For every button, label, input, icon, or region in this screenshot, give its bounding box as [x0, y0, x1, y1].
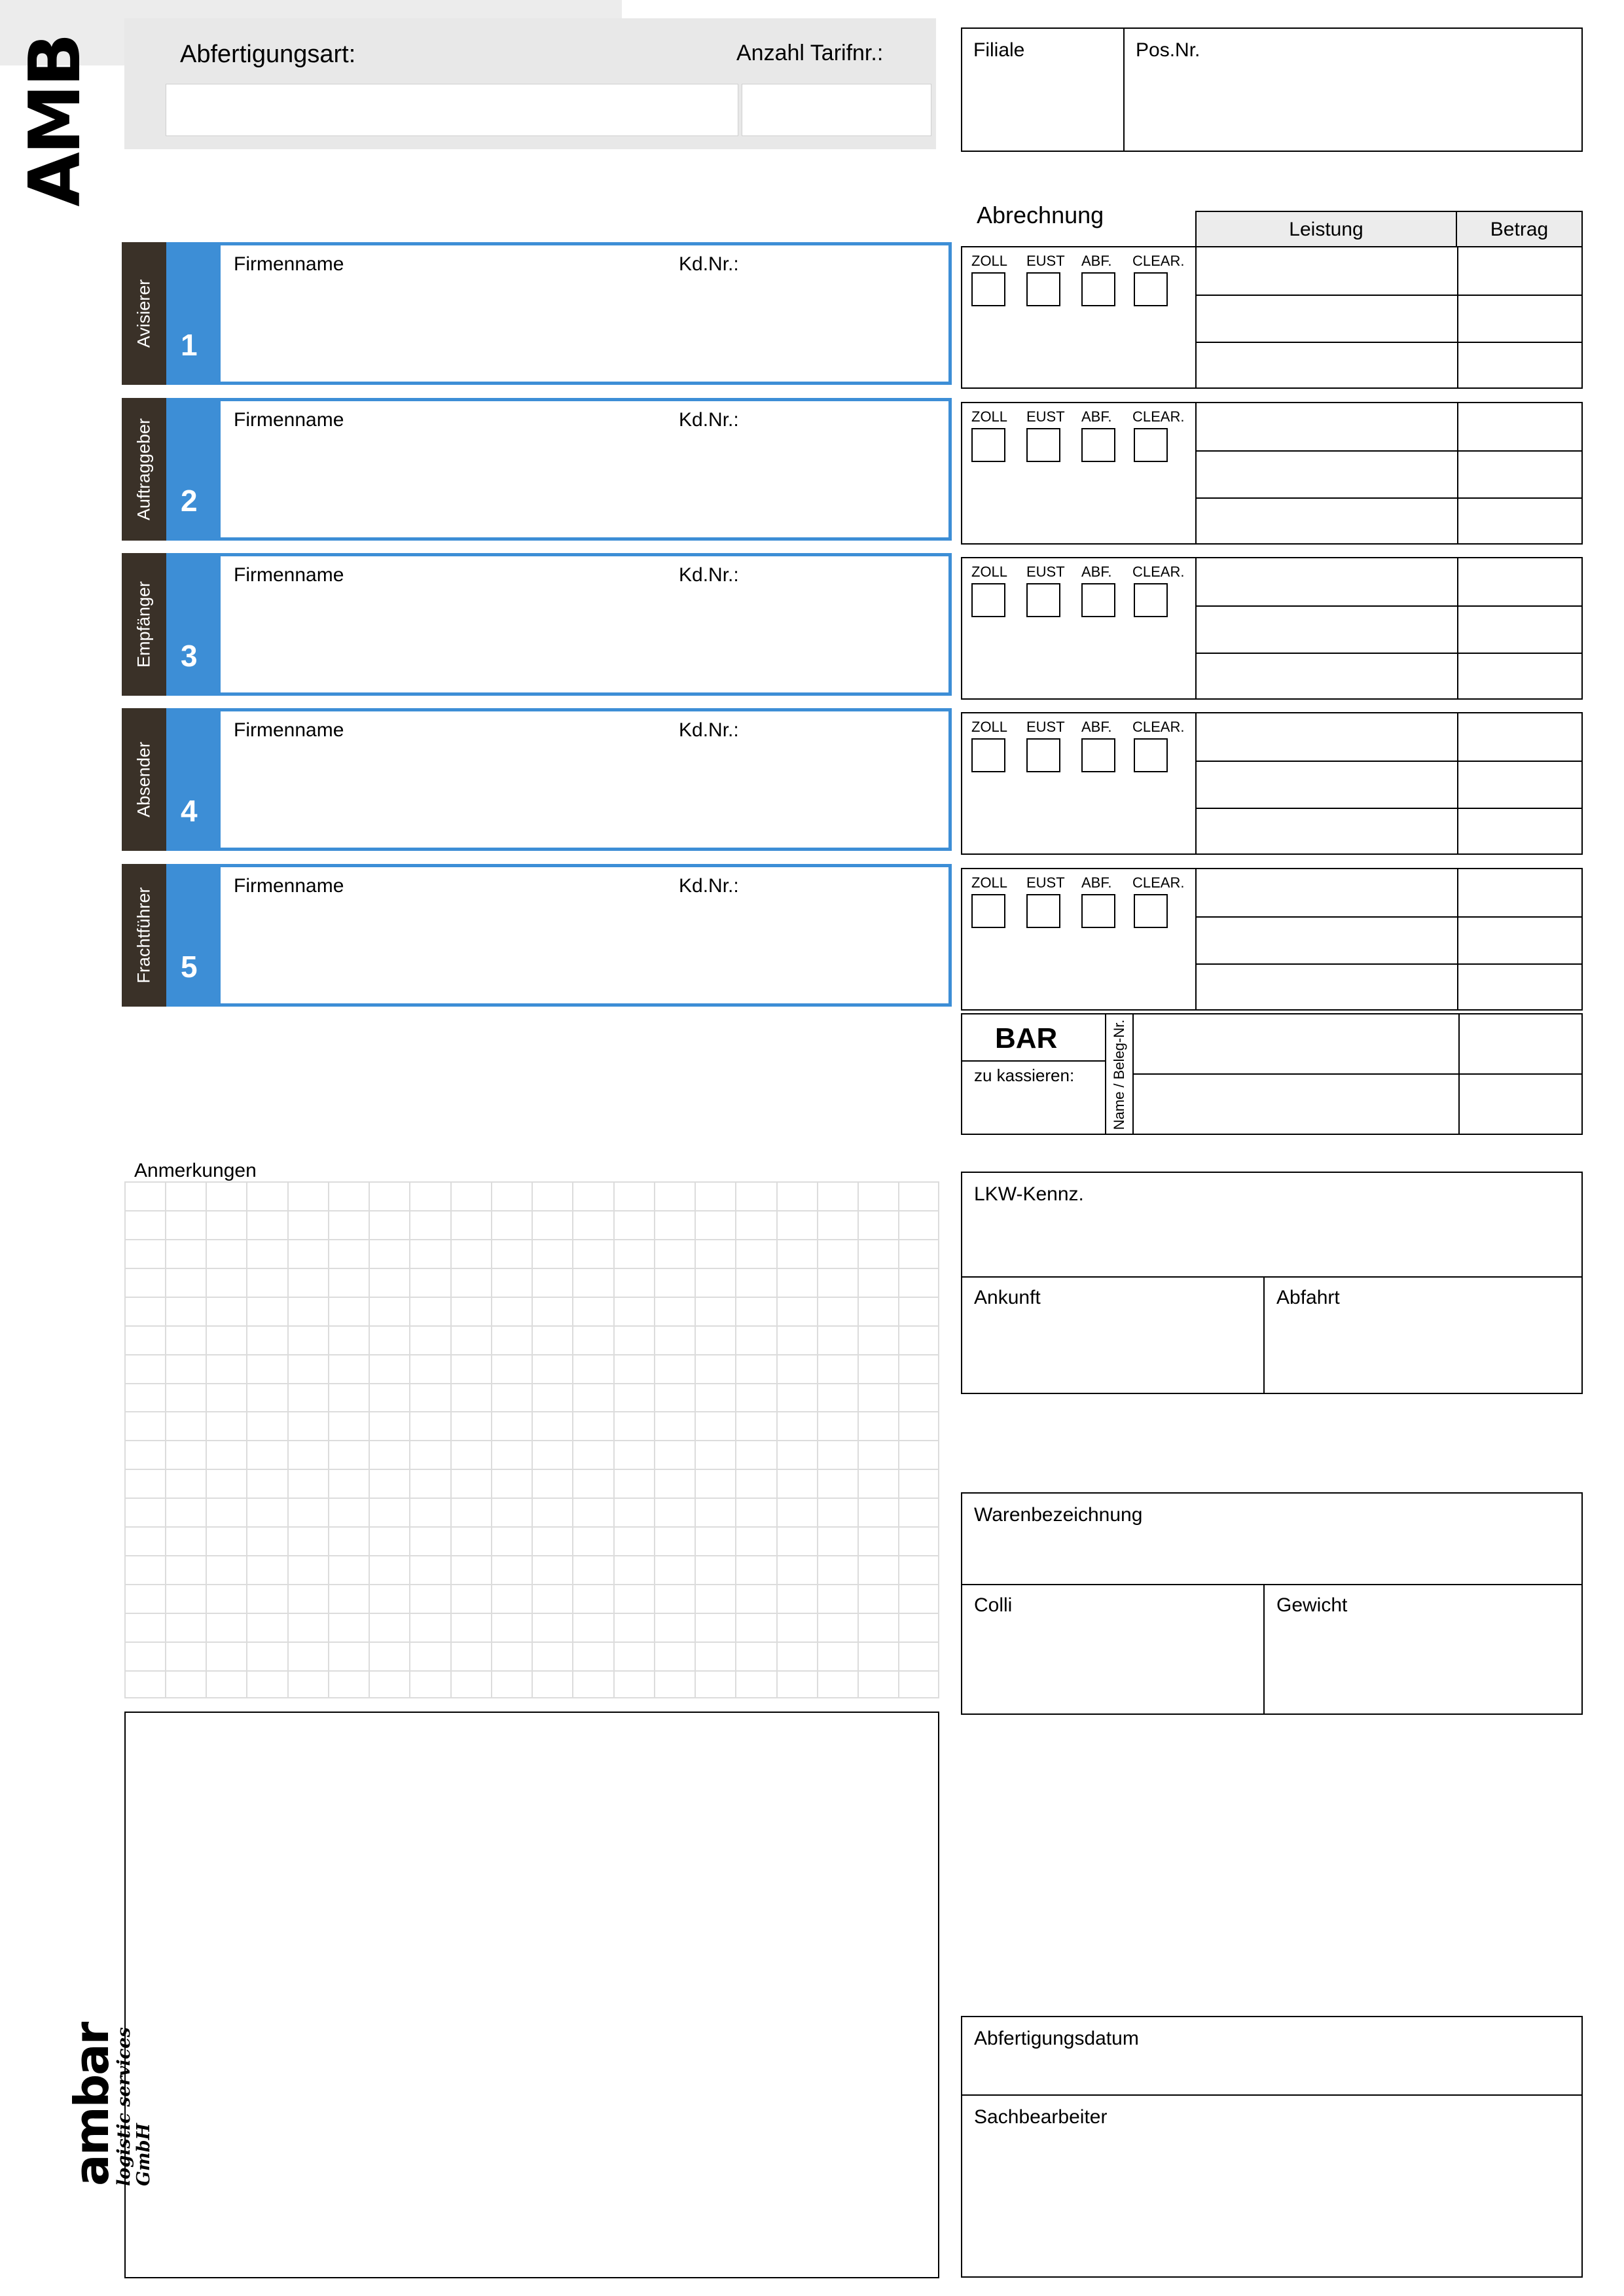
chk-label-clear-2: CLEAR.: [1132, 408, 1185, 425]
datum-divider: [961, 2094, 1583, 2096]
chk-label-abf-5: ABF.: [1081, 874, 1112, 891]
posnr-label: Pos.Nr.: [1136, 39, 1200, 61]
chk-label-zoll-2: ZOLL: [971, 408, 1008, 425]
betrag-divider-5a: [1458, 916, 1583, 918]
abrechnung-row-3: [961, 557, 1583, 700]
ankunft-input[interactable]: [962, 1309, 1262, 1393]
leistung-divider-2b: [1197, 497, 1457, 499]
bar-name-beleg-label: [1106, 1018, 1132, 1131]
leistung-divider-4a: [1197, 761, 1457, 762]
abfahrt-input[interactable]: [1265, 1309, 1581, 1393]
ambar-tagline: logistic services GmbH: [114, 2027, 154, 2186]
leistung-divider-3a: [1197, 605, 1457, 607]
sachbearbeiter-input[interactable]: [962, 2127, 1581, 2276]
abfertigungsart-input[interactable]: [166, 84, 738, 136]
kdnr-label-3: Kd.Nr.:: [679, 564, 739, 586]
checkbox-clear-1[interactable]: [1134, 272, 1168, 306]
leistung-divider-2a: [1197, 450, 1457, 452]
chk-label-abf-2: ABF.: [1081, 408, 1112, 425]
abrechnung-col-betrag: [1456, 211, 1583, 247]
ankunft-label: Ankunft: [974, 1287, 1041, 1308]
betrag-col-1[interactable]: [1458, 247, 1583, 387]
ambar-footer-logo: [64, 2016, 154, 2186]
checkbox-abf-1[interactable]: [1081, 272, 1115, 306]
chk-label-zoll-1: ZOLL: [971, 253, 1008, 269]
firmenname-label-4: Firmenname: [234, 719, 344, 741]
chk-label-eust-2: EUST: [1026, 408, 1065, 425]
bar-vline-amount: [1458, 1014, 1460, 1135]
party-role-5: Frachtführer: [134, 887, 154, 984]
leistung-col-1[interactable]: [1197, 247, 1458, 387]
betrag-col-3[interactable]: [1458, 558, 1583, 698]
anzahl-tarifnr-label: Anzahl Tarifnr.:: [736, 41, 884, 65]
chk-label-abf-3: ABF.: [1081, 564, 1112, 580]
abrechnung-checkbox-area-1: [962, 247, 1197, 387]
kdnr-label-4: Kd.Nr.:: [679, 719, 739, 741]
betrag-divider-5b: [1458, 963, 1583, 965]
chk-label-zoll-5: ZOLL: [971, 874, 1008, 891]
abrechnung-checkbox-area-2: [962, 403, 1197, 543]
party-number-5: [166, 864, 217, 1007]
colli-label: Colli: [974, 1594, 1013, 1616]
betrag-header-text: Betrag: [1490, 219, 1549, 240]
leistung-col-2[interactable]: [1197, 403, 1458, 543]
leistung-header-text: Leistung: [1289, 219, 1363, 240]
chk-label-eust-3: EUST: [1026, 564, 1065, 580]
abrechnung-row-4: [961, 712, 1583, 855]
party-tab-4: [122, 708, 166, 851]
leistung-col-4[interactable]: [1197, 713, 1458, 853]
party-tab-2: [122, 398, 166, 541]
checkbox-zoll-3[interactable]: [971, 583, 1005, 617]
leistung-divider-1a: [1197, 295, 1457, 296]
abrechnung-checkbox-area-3: [962, 558, 1197, 698]
bar-divider: [962, 1060, 1105, 1062]
kdnr-label-5: Kd.Nr.:: [679, 875, 739, 897]
betrag-divider-1b: [1458, 342, 1583, 343]
firmenname-label-3: Firmenname: [234, 564, 344, 586]
chk-label-clear-4: CLEAR.: [1132, 719, 1185, 735]
abfertigungsdatum-label: Abfertigungsdatum: [974, 2028, 1139, 2049]
bar-subtitle: zu kassieren:: [974, 1066, 1075, 1085]
checkbox-eust-4[interactable]: [1026, 738, 1060, 772]
warenbezeichnung-input[interactable]: [962, 1525, 1581, 1583]
abrechnung-title: Abrechnung: [977, 202, 1104, 228]
party-role-1: Avisierer: [134, 279, 154, 348]
firmenname-label-1: Firmenname: [234, 253, 344, 275]
anzahl-tarifnr-input[interactable]: [742, 84, 931, 136]
party-role-2: Auftraggeber: [134, 418, 154, 521]
checkbox-clear-5[interactable]: [1134, 894, 1168, 928]
betrag-col-5[interactable]: [1458, 869, 1583, 1009]
checkbox-eust-5[interactable]: [1026, 894, 1060, 928]
checkbox-abf-4[interactable]: [1081, 738, 1115, 772]
party-number-5-text: 5: [181, 950, 198, 984]
checkbox-zoll-5[interactable]: [971, 894, 1005, 928]
abrechnung-row-5: [961, 868, 1583, 1011]
bar-name-beleg-text: Name / Beleg-Nr.: [1111, 1019, 1127, 1130]
betrag-divider-3b: [1458, 653, 1583, 654]
checkbox-clear-3[interactable]: [1134, 583, 1168, 617]
abrechnung-row-2: [961, 402, 1583, 545]
lkw-kennz-label: LKW-Kennz.: [974, 1183, 1084, 1205]
party-role-3: Empfänger: [134, 581, 154, 668]
party-number-1-text: 1: [181, 328, 198, 362]
lkw-divider: [961, 1276, 1583, 1278]
checkbox-clear-2[interactable]: [1134, 428, 1168, 462]
sachbearbeiter-label: Sachbearbeiter: [974, 2106, 1108, 2128]
abrechnung-row-1: [961, 246, 1583, 389]
betrag-divider-4a: [1458, 761, 1583, 762]
party-input-3[interactable]: [217, 553, 952, 696]
party-number-1: [166, 242, 217, 385]
chk-label-clear-1: CLEAR.: [1132, 253, 1185, 269]
abfertigungsart-label: Abfertigungsart:: [180, 41, 356, 68]
party-number-2: [166, 398, 217, 541]
leistung-divider-1b: [1197, 342, 1457, 343]
betrag-col-4[interactable]: [1458, 713, 1583, 853]
party-number-3: [166, 553, 217, 696]
leistung-divider-4b: [1197, 808, 1457, 809]
party-tab-5: [122, 864, 166, 1007]
leistung-col-5[interactable]: [1197, 869, 1458, 1009]
kdnr-label-1: Kd.Nr.:: [679, 253, 739, 275]
chk-label-zoll-4: ZOLL: [971, 719, 1008, 735]
checkbox-abf-3[interactable]: [1081, 583, 1115, 617]
abrechnung-col-leistung: [1195, 211, 1457, 247]
abrechnung-checkbox-area-4: [962, 713, 1197, 853]
checkbox-eust-1[interactable]: [1026, 272, 1060, 306]
chk-label-eust-4: EUST: [1026, 719, 1065, 735]
checkbox-zoll-2[interactable]: [971, 428, 1005, 462]
warenbezeichnung-label: Warenbezeichnung: [974, 1504, 1143, 1526]
remarks-large-box[interactable]: [124, 1712, 939, 2278]
abrechnung-checkbox-area-5: [962, 869, 1197, 1009]
checkbox-zoll-1[interactable]: [971, 272, 1005, 306]
chk-label-clear-5: CLEAR.: [1132, 874, 1185, 891]
bar-row-divider: [1132, 1073, 1583, 1075]
party-number-2-text: 2: [181, 484, 198, 518]
amb-logo: AMB: [14, 35, 96, 207]
chk-label-abf-4: ABF.: [1081, 719, 1112, 735]
party-input-2[interactable]: [217, 398, 952, 541]
leistung-divider-5b: [1197, 963, 1457, 965]
betrag-divider-4b: [1458, 808, 1583, 809]
betrag-divider-1a: [1458, 295, 1583, 296]
party-number-4-text: 4: [181, 794, 198, 828]
firmenname-label-5: Firmenname: [234, 875, 344, 897]
filiale-label: Filiale: [973, 39, 1025, 61]
party-input-4[interactable]: [217, 708, 952, 851]
checkbox-abf-5[interactable]: [1081, 894, 1115, 928]
bar-vline-right: [1132, 1014, 1134, 1135]
abfertigungsdatum-input[interactable]: [962, 2047, 1581, 2093]
chk-label-clear-3: CLEAR.: [1132, 564, 1185, 580]
gewicht-label: Gewicht: [1276, 1594, 1348, 1616]
checkbox-eust-3[interactable]: [1026, 583, 1060, 617]
firmenname-label-2: Firmenname: [234, 409, 344, 431]
leistung-divider-3b: [1197, 653, 1457, 654]
colli-input[interactable]: [962, 1617, 1262, 1713]
chk-label-eust-5: EUST: [1026, 874, 1065, 891]
party-input-5[interactable]: [217, 864, 952, 1007]
chk-label-eust-1: EUST: [1026, 253, 1065, 269]
checkbox-clear-4[interactable]: [1134, 738, 1168, 772]
party-role-4: Absender: [134, 742, 154, 817]
chk-label-zoll-3: ZOLL: [971, 564, 1008, 580]
leistung-col-3[interactable]: [1197, 558, 1458, 698]
kdnr-label-2: Kd.Nr.:: [679, 409, 739, 431]
party-number-3-text: 3: [181, 639, 198, 673]
ambar-wordmark: ambar: [64, 2022, 119, 2186]
betrag-divider-3a: [1458, 605, 1583, 607]
abfahrt-label: Abfahrt: [1276, 1287, 1340, 1308]
checkbox-abf-2[interactable]: [1081, 428, 1115, 462]
party-tab-3: [122, 553, 166, 696]
anmerkungen-label: Anmerkungen: [134, 1160, 257, 1181]
party-input-1[interactable]: [217, 242, 952, 385]
betrag-divider-2a: [1458, 450, 1583, 452]
betrag-col-2[interactable]: [1458, 403, 1583, 543]
waren-divider: [961, 1584, 1583, 1585]
anmerkungen-grid[interactable]: [124, 1181, 939, 1698]
party-number-4: [166, 708, 217, 851]
checkbox-eust-2[interactable]: [1026, 428, 1060, 462]
gewicht-input[interactable]: [1265, 1617, 1581, 1713]
lkw-kennz-input[interactable]: [962, 1204, 1581, 1275]
leistung-divider-5a: [1197, 916, 1457, 918]
party-tab-1: [122, 242, 166, 385]
chk-label-abf-1: ABF.: [1081, 253, 1112, 269]
checkbox-zoll-4[interactable]: [971, 738, 1005, 772]
betrag-divider-2b: [1458, 497, 1583, 499]
bar-title: BAR: [995, 1022, 1058, 1054]
